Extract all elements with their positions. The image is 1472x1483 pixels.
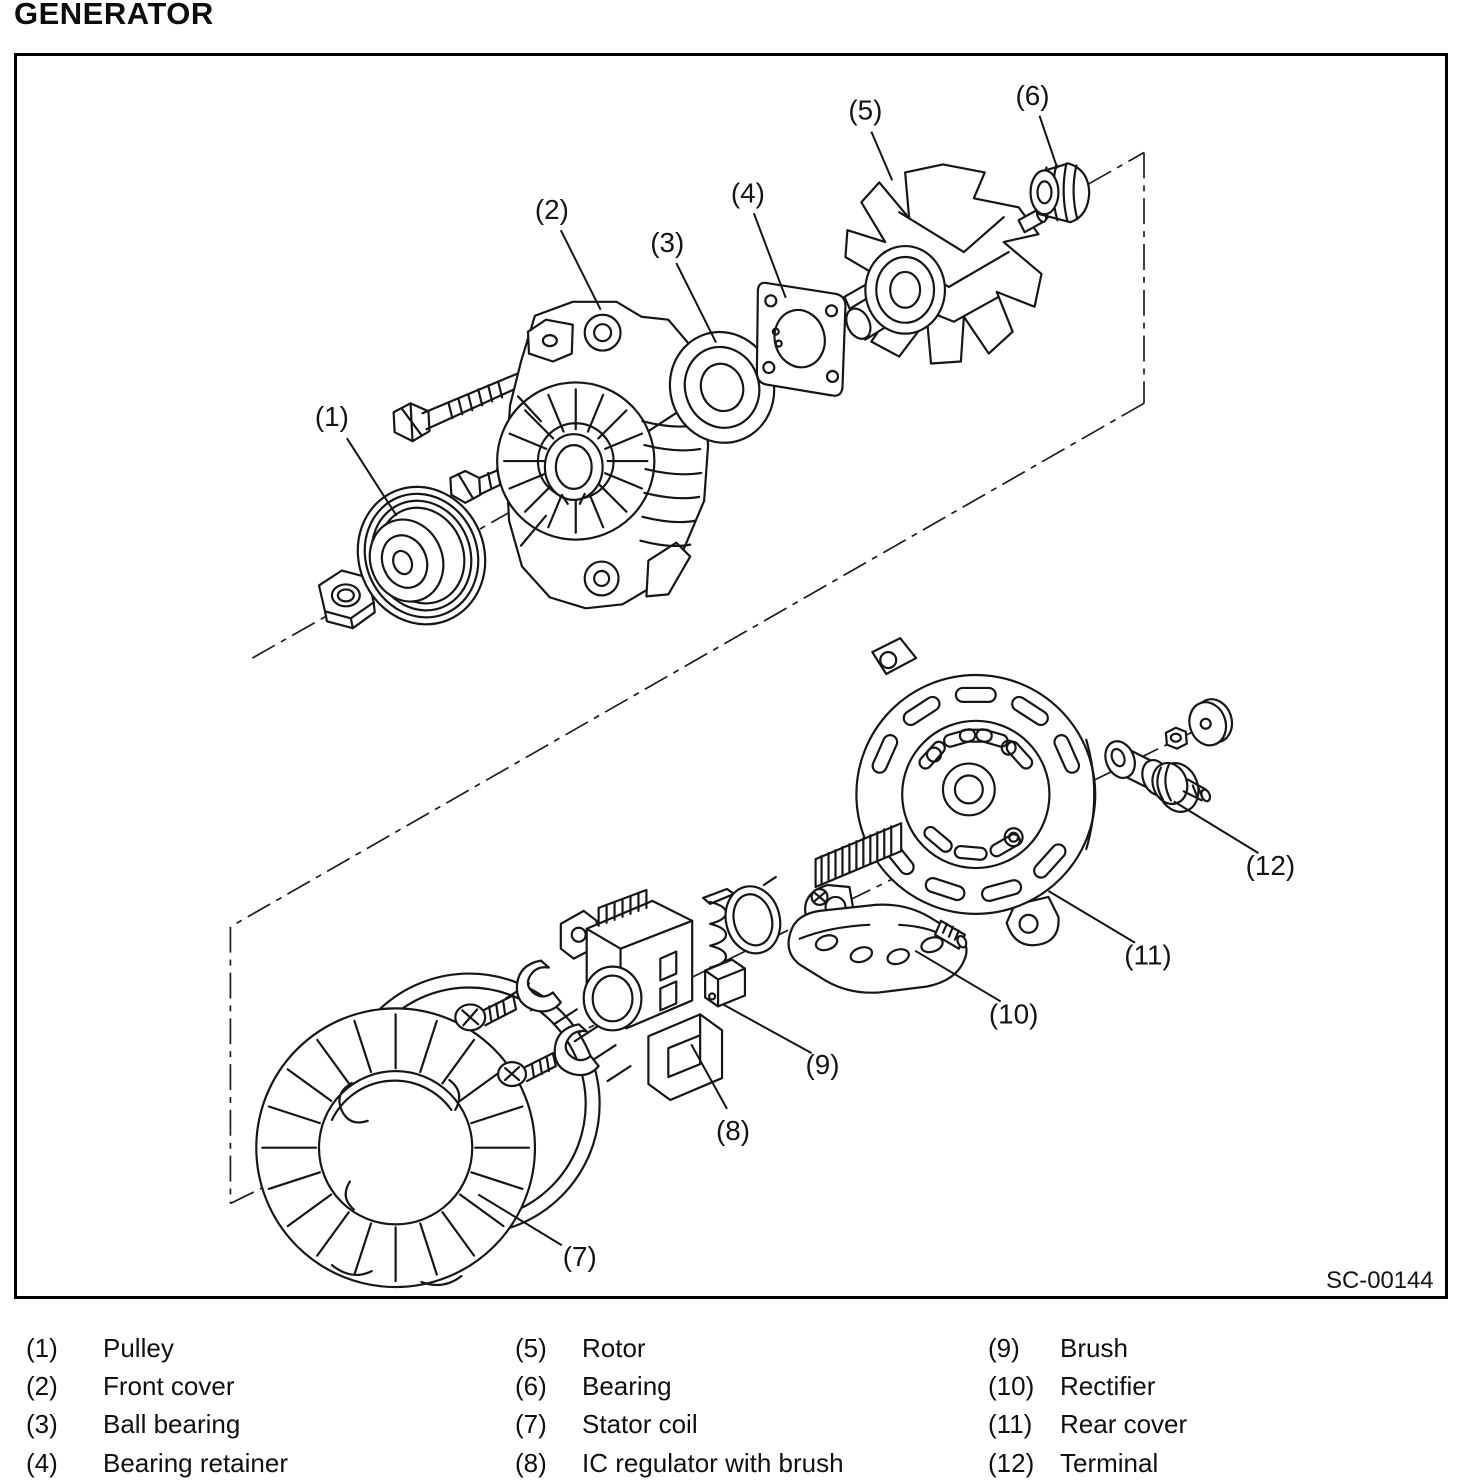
legend-label: Bearing retainer — [103, 1447, 288, 1478]
rear-bearing — [1031, 163, 1090, 222]
legend-column-2 — [515, 1329, 844, 1483]
callout-leader-ball-bearing — [676, 263, 716, 343]
legend-item-front-cover — [26, 1367, 288, 1405]
legend-item-brush — [988, 1329, 1187, 1367]
legend-num: (3) — [26, 1409, 58, 1440]
page-title: GENERATOR — [14, 0, 214, 31]
callout-label-brush: (9) — [805, 1049, 840, 1081]
callout-leader-pulley — [347, 438, 397, 516]
legend-item-bearing — [515, 1367, 844, 1405]
callout-leader-bearing — [1040, 116, 1058, 169]
legend-num: (5) — [515, 1332, 547, 1363]
legend-label: Rotor — [582, 1332, 646, 1363]
legend-column-3 — [988, 1329, 1187, 1483]
rear-cover — [805, 638, 1095, 945]
callout-label-rotor: (5) — [848, 94, 883, 126]
callout-leader-brush — [723, 1004, 812, 1053]
callout-label-rear-cover: (11) — [1124, 939, 1172, 971]
callout-label-front-cover: (2) — [534, 194, 569, 226]
callout-label-rectifier: (10) — [988, 998, 1039, 1030]
legend-label: Rear cover — [1060, 1409, 1188, 1440]
callout-label-bearing: (6) — [1015, 79, 1050, 111]
rotor — [842, 164, 1048, 363]
legend-label: Front cover — [103, 1371, 235, 1402]
callout-label-terminal: (12) — [1245, 850, 1296, 882]
legend-num: (10) — [988, 1371, 1035, 1402]
legend-item-rear-cover — [988, 1406, 1187, 1444]
callout-leader-terminal — [1174, 801, 1259, 853]
legend-num: (7) — [515, 1409, 547, 1440]
legend-num: (2) — [26, 1371, 58, 1402]
callout-label-pulley: (1) — [314, 401, 349, 433]
legend-label: Rectifier — [1060, 1371, 1156, 1402]
figure-code: SC-00144 — [1326, 1267, 1434, 1295]
callout-label-ball-bearing: (3) — [650, 227, 685, 259]
front-cover — [497, 302, 708, 609]
callout-label-ic-regulator: (8) — [715, 1114, 751, 1146]
stator-coil — [256, 974, 630, 1287]
callout-label-stator-coil: (7) — [562, 1241, 597, 1273]
callout-leader-rotor — [871, 132, 892, 181]
diagram-frame — [14, 53, 1448, 1299]
legend-label: Bearing — [582, 1371, 672, 1402]
terminal — [1100, 694, 1237, 817]
legend-label: Terminal — [1060, 1447, 1159, 1478]
legend-item-stator-coil — [515, 1406, 844, 1444]
legend-item-rectifier — [988, 1367, 1187, 1405]
legend-num: (4) — [26, 1447, 58, 1478]
legend-label: Ball bearing — [103, 1409, 241, 1440]
legend-label: Brush — [1060, 1332, 1128, 1363]
legend-item-pulley — [26, 1329, 288, 1367]
legend-item-bearing-retainer — [26, 1444, 288, 1482]
legend-item-rotor — [515, 1329, 844, 1367]
legend-item-ic-regulator — [515, 1444, 844, 1482]
legend-label: Pulley — [103, 1332, 174, 1363]
legend-num: (12) — [988, 1447, 1035, 1478]
legend-num: (11) — [988, 1409, 1033, 1440]
legend-label: IC regulator with brush — [582, 1447, 844, 1478]
bearing-retainer — [757, 283, 846, 396]
callout-leader-front-cover — [561, 230, 601, 310]
legend-label: Stator coil — [582, 1409, 698, 1440]
callout-label-bearing-retainer: (4) — [730, 177, 765, 209]
legend-num: (6) — [515, 1371, 547, 1402]
callout-leader-rear-cover — [1048, 891, 1135, 943]
legend-num: (8) — [515, 1447, 547, 1478]
exploded-diagram — [17, 56, 1445, 1296]
legend-num: (9) — [988, 1332, 1020, 1363]
legend-item-ball-bearing — [26, 1406, 288, 1444]
legend-num: (1) — [26, 1332, 58, 1363]
legend-item-terminal — [988, 1444, 1187, 1482]
legend-column-1 — [26, 1329, 288, 1483]
